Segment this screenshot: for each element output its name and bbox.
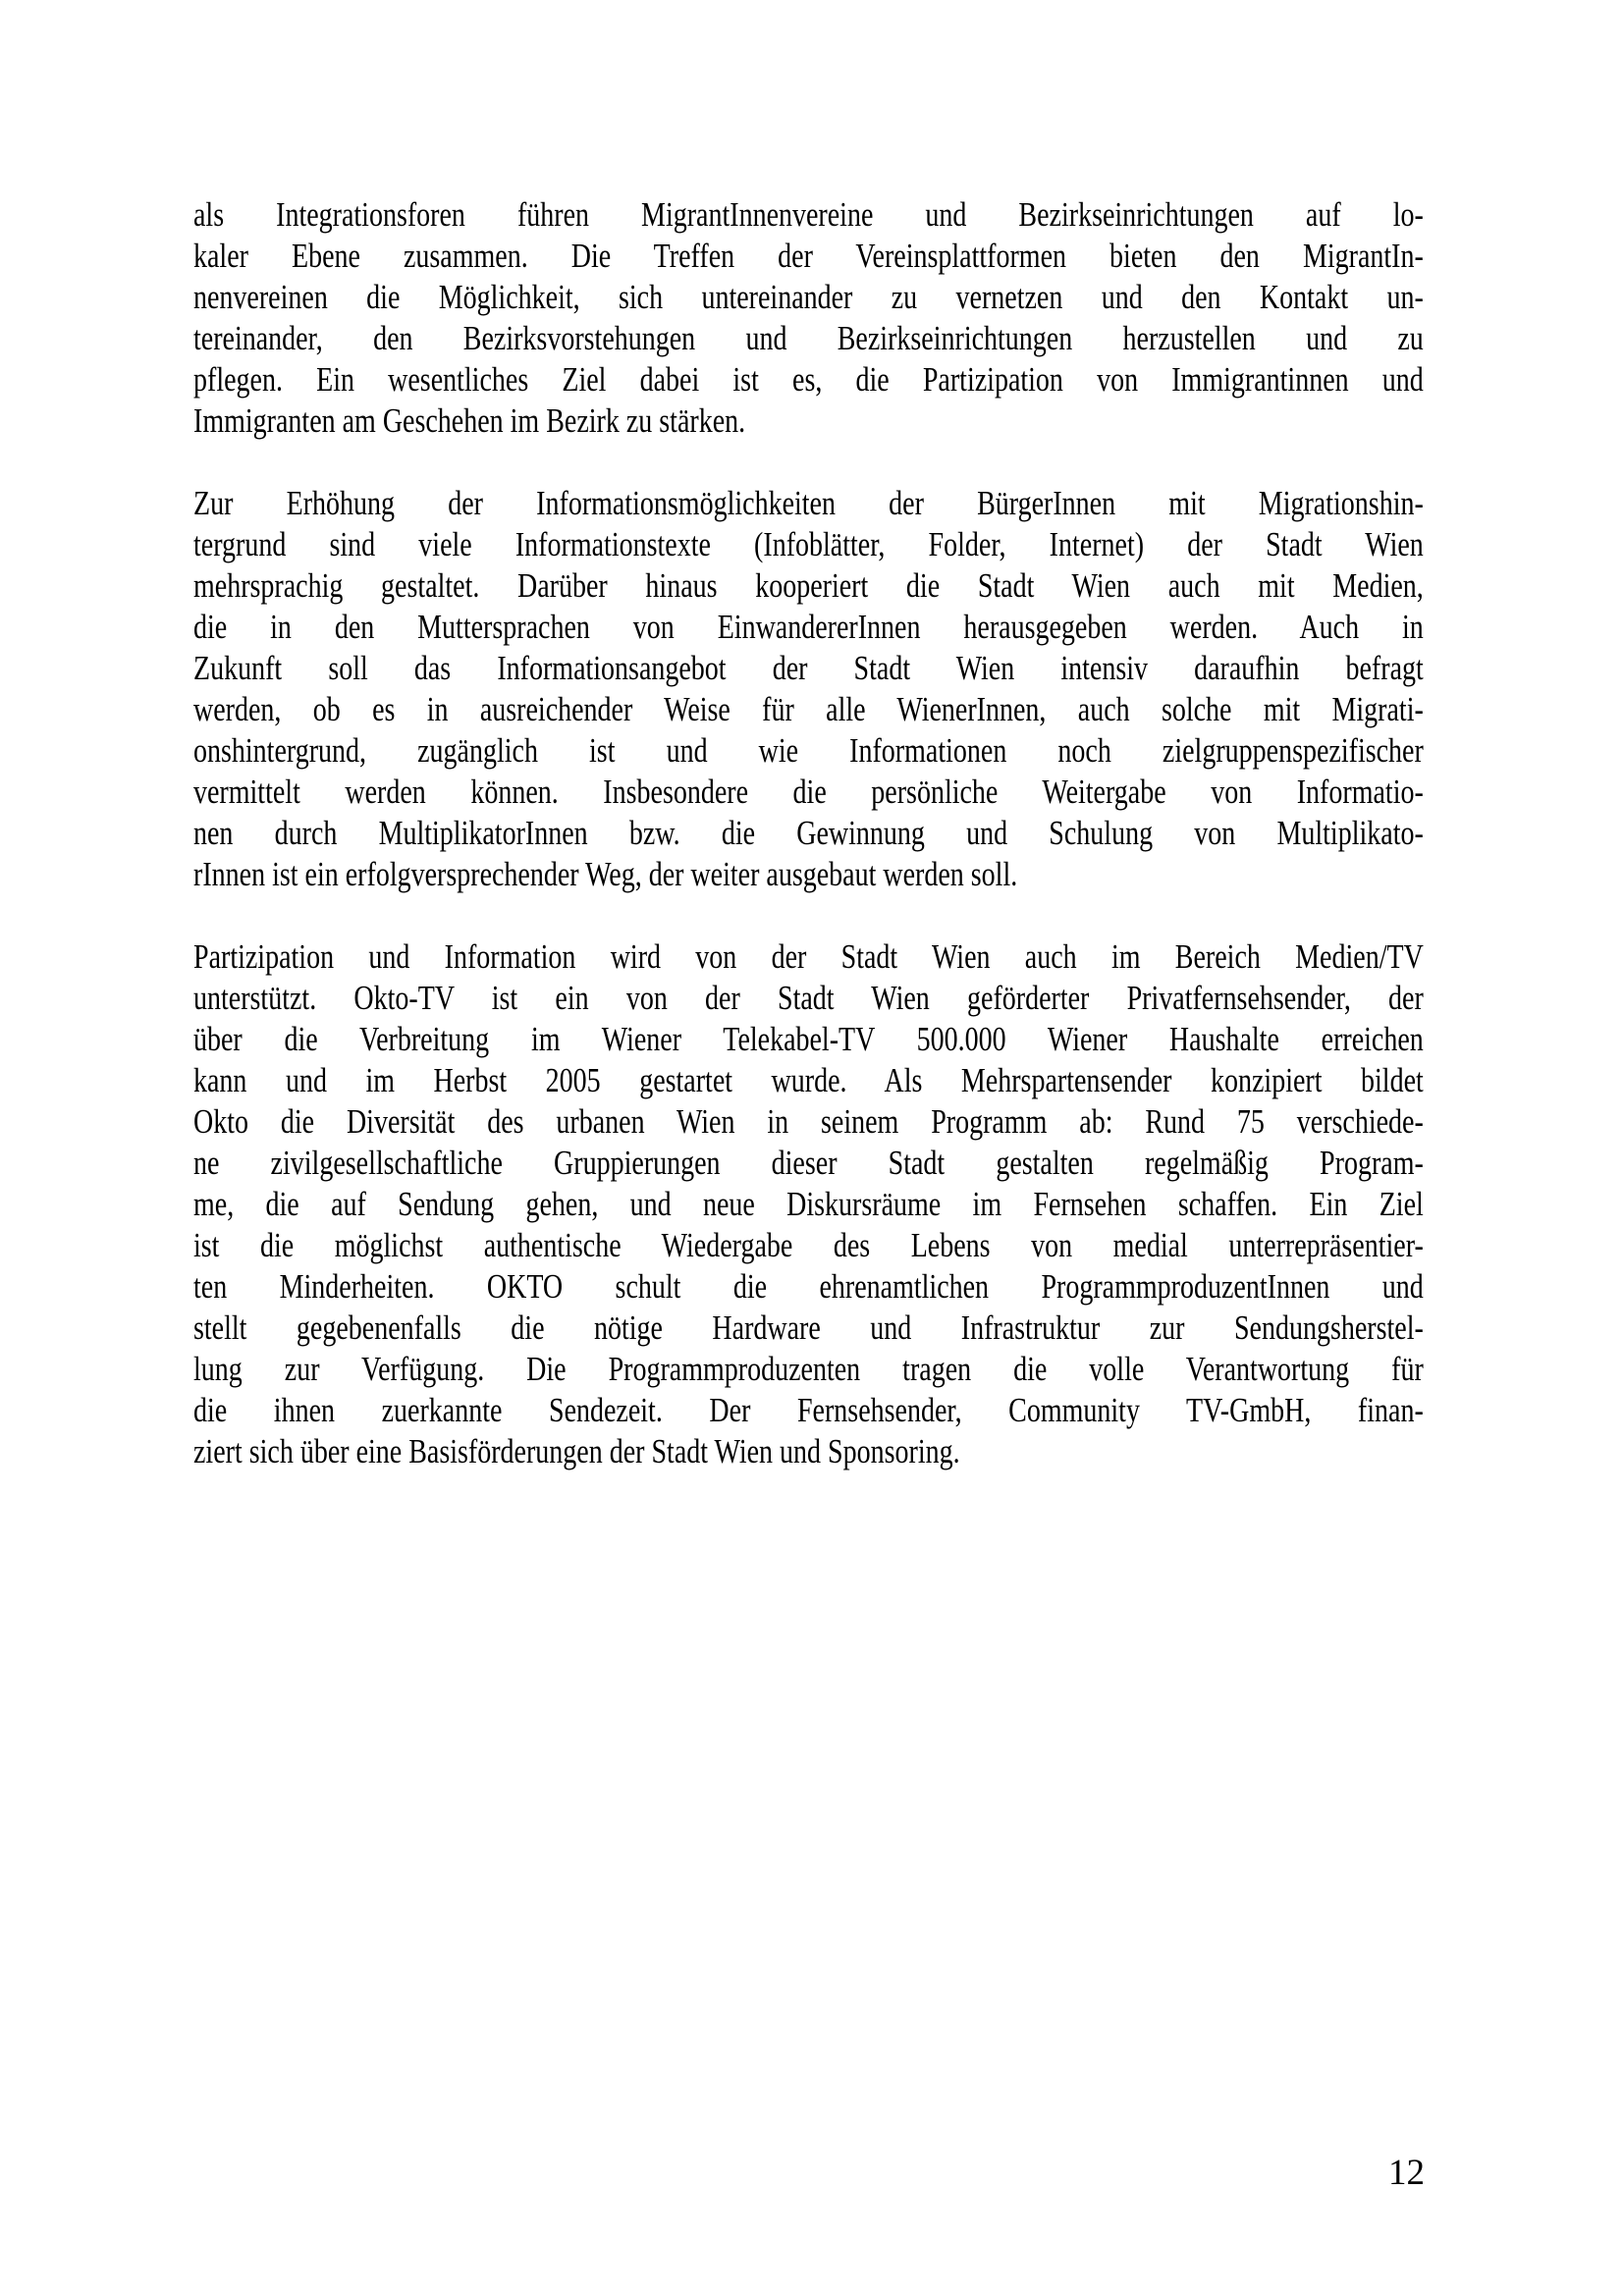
text-line: die ihnen zuerkannte Sendezeit. Der Fernsehsender, Community TV-GmbH, finan- <box>193 1391 1424 1429</box>
page-number: 12 <box>1388 2153 1425 2193</box>
text-line: tergrund sind viele Informationstexte (Infoblätter, Folder, Internet) der Stadt Wien <box>193 525 1424 563</box>
paragraph <box>193 194 1424 442</box>
text-line: Zukunft soll das Informationsangebot der Stadt Wien intensiv daraufhin befragt <box>193 649 1424 687</box>
text-line: rInnen ist ein erfolgversprechender Weg, der weiter ausgebaut werden soll. <box>193 855 1018 893</box>
text-line: unterstützt. Okto-TV ist ein von der Stadt Wien geförderter Privatfernsehsender, der <box>193 979 1424 1017</box>
text-line: die in den Muttersprachen von EinwandererInnen herausgegeben werden. Auch in <box>193 608 1424 646</box>
text-line: Partizipation und Information wird von der Stadt Wien auch im Bereich Medien/TV <box>193 937 1424 976</box>
text-line: über die Verbreitung im Wiener Telekabel-TV 500.000 Wiener Haushalte erreichen <box>193 1020 1424 1058</box>
text-line: stellt gegebenenfalls die nötige Hardware und Infrastruktur zur Sendungsherstel- <box>193 1308 1424 1347</box>
text-line: ne zivilgesellschaftliche Gruppierungen dieser Stadt gestalten regelmäßig Program- <box>193 1144 1424 1182</box>
text-line: pflegen. Ein wesentliches Ziel dabei ist es, die Partizipation von Immigrantinnen und <box>193 360 1424 399</box>
text-line: onshintergrund, zugänglich ist und wie Informationen noch zielgruppenspezifischer <box>193 731 1424 770</box>
text-line: mehrsprachig gestaltet. Darüber hinaus kooperiert die Stadt Wien auch mit Medien, <box>193 566 1424 605</box>
text-line: ist die möglichst authentische Wiedergabe des Lebens von medial unterrepräsentier- <box>193 1226 1424 1264</box>
text-line: nenvereinen die Möglichkeit, sich untereinander zu vernetzen und den Kontakt un- <box>193 278 1424 316</box>
text-line: als Integrationsforen führen MigrantInnenvereine und Bezirkseinrichtungen auf lo- <box>193 195 1424 234</box>
text-line: lung zur Verfügung. Die Programmproduzenten tragen die volle Verantwortung für <box>193 1350 1424 1388</box>
text-line: Okto die Diversität des urbanen Wien in seinem Programm ab: Rund 75 verschiede- <box>193 1102 1424 1141</box>
text-line: vermittelt werden können. Insbesondere die persönliche Weitergabe von Informatio- <box>193 773 1424 811</box>
text-line: Immigranten am Geschehen im Bezirk zu stärken. <box>193 401 746 440</box>
text-line: Zur Erhöhung der Informationsmöglichkeiten der BürgerInnen mit Migrationshin- <box>193 484 1424 522</box>
body-text <box>193 194 1424 1472</box>
text-line: nen durch MultiplikatorInnen bzw. die Gewinnung und Schulung von Multiplikato- <box>193 814 1424 852</box>
text-line: werden, ob es in ausreichender Weise für alle WienerInnen, auch solche mit Migrati- <box>193 690 1424 728</box>
paragraph <box>193 936 1424 1472</box>
paragraph <box>193 483 1424 895</box>
text-line: kaler Ebene zusammen. Die Treffen der Vereinsplattformen bieten den MigrantIn- <box>193 237 1424 275</box>
text-line: me, die auf Sendung gehen, und neue Diskursräume im Fernsehen schaffen. Ein Ziel <box>193 1185 1424 1223</box>
text-line: kann und im Herbst 2005 gestartet wurde. Als Mehrspartensender konzipiert bildet <box>193 1061 1424 1099</box>
text-line: ziert sich über eine Basisförderungen der Stadt Wien und Sponsoring. <box>193 1432 960 1470</box>
text-line: ten Minderheiten. OKTO schult die ehrenamtlichen ProgrammproduzentInnen und <box>193 1267 1424 1306</box>
text-line: tereinander, den Bezirksvorstehungen und Bezirkseinrichtungen herzustellen und zu <box>193 319 1424 357</box>
